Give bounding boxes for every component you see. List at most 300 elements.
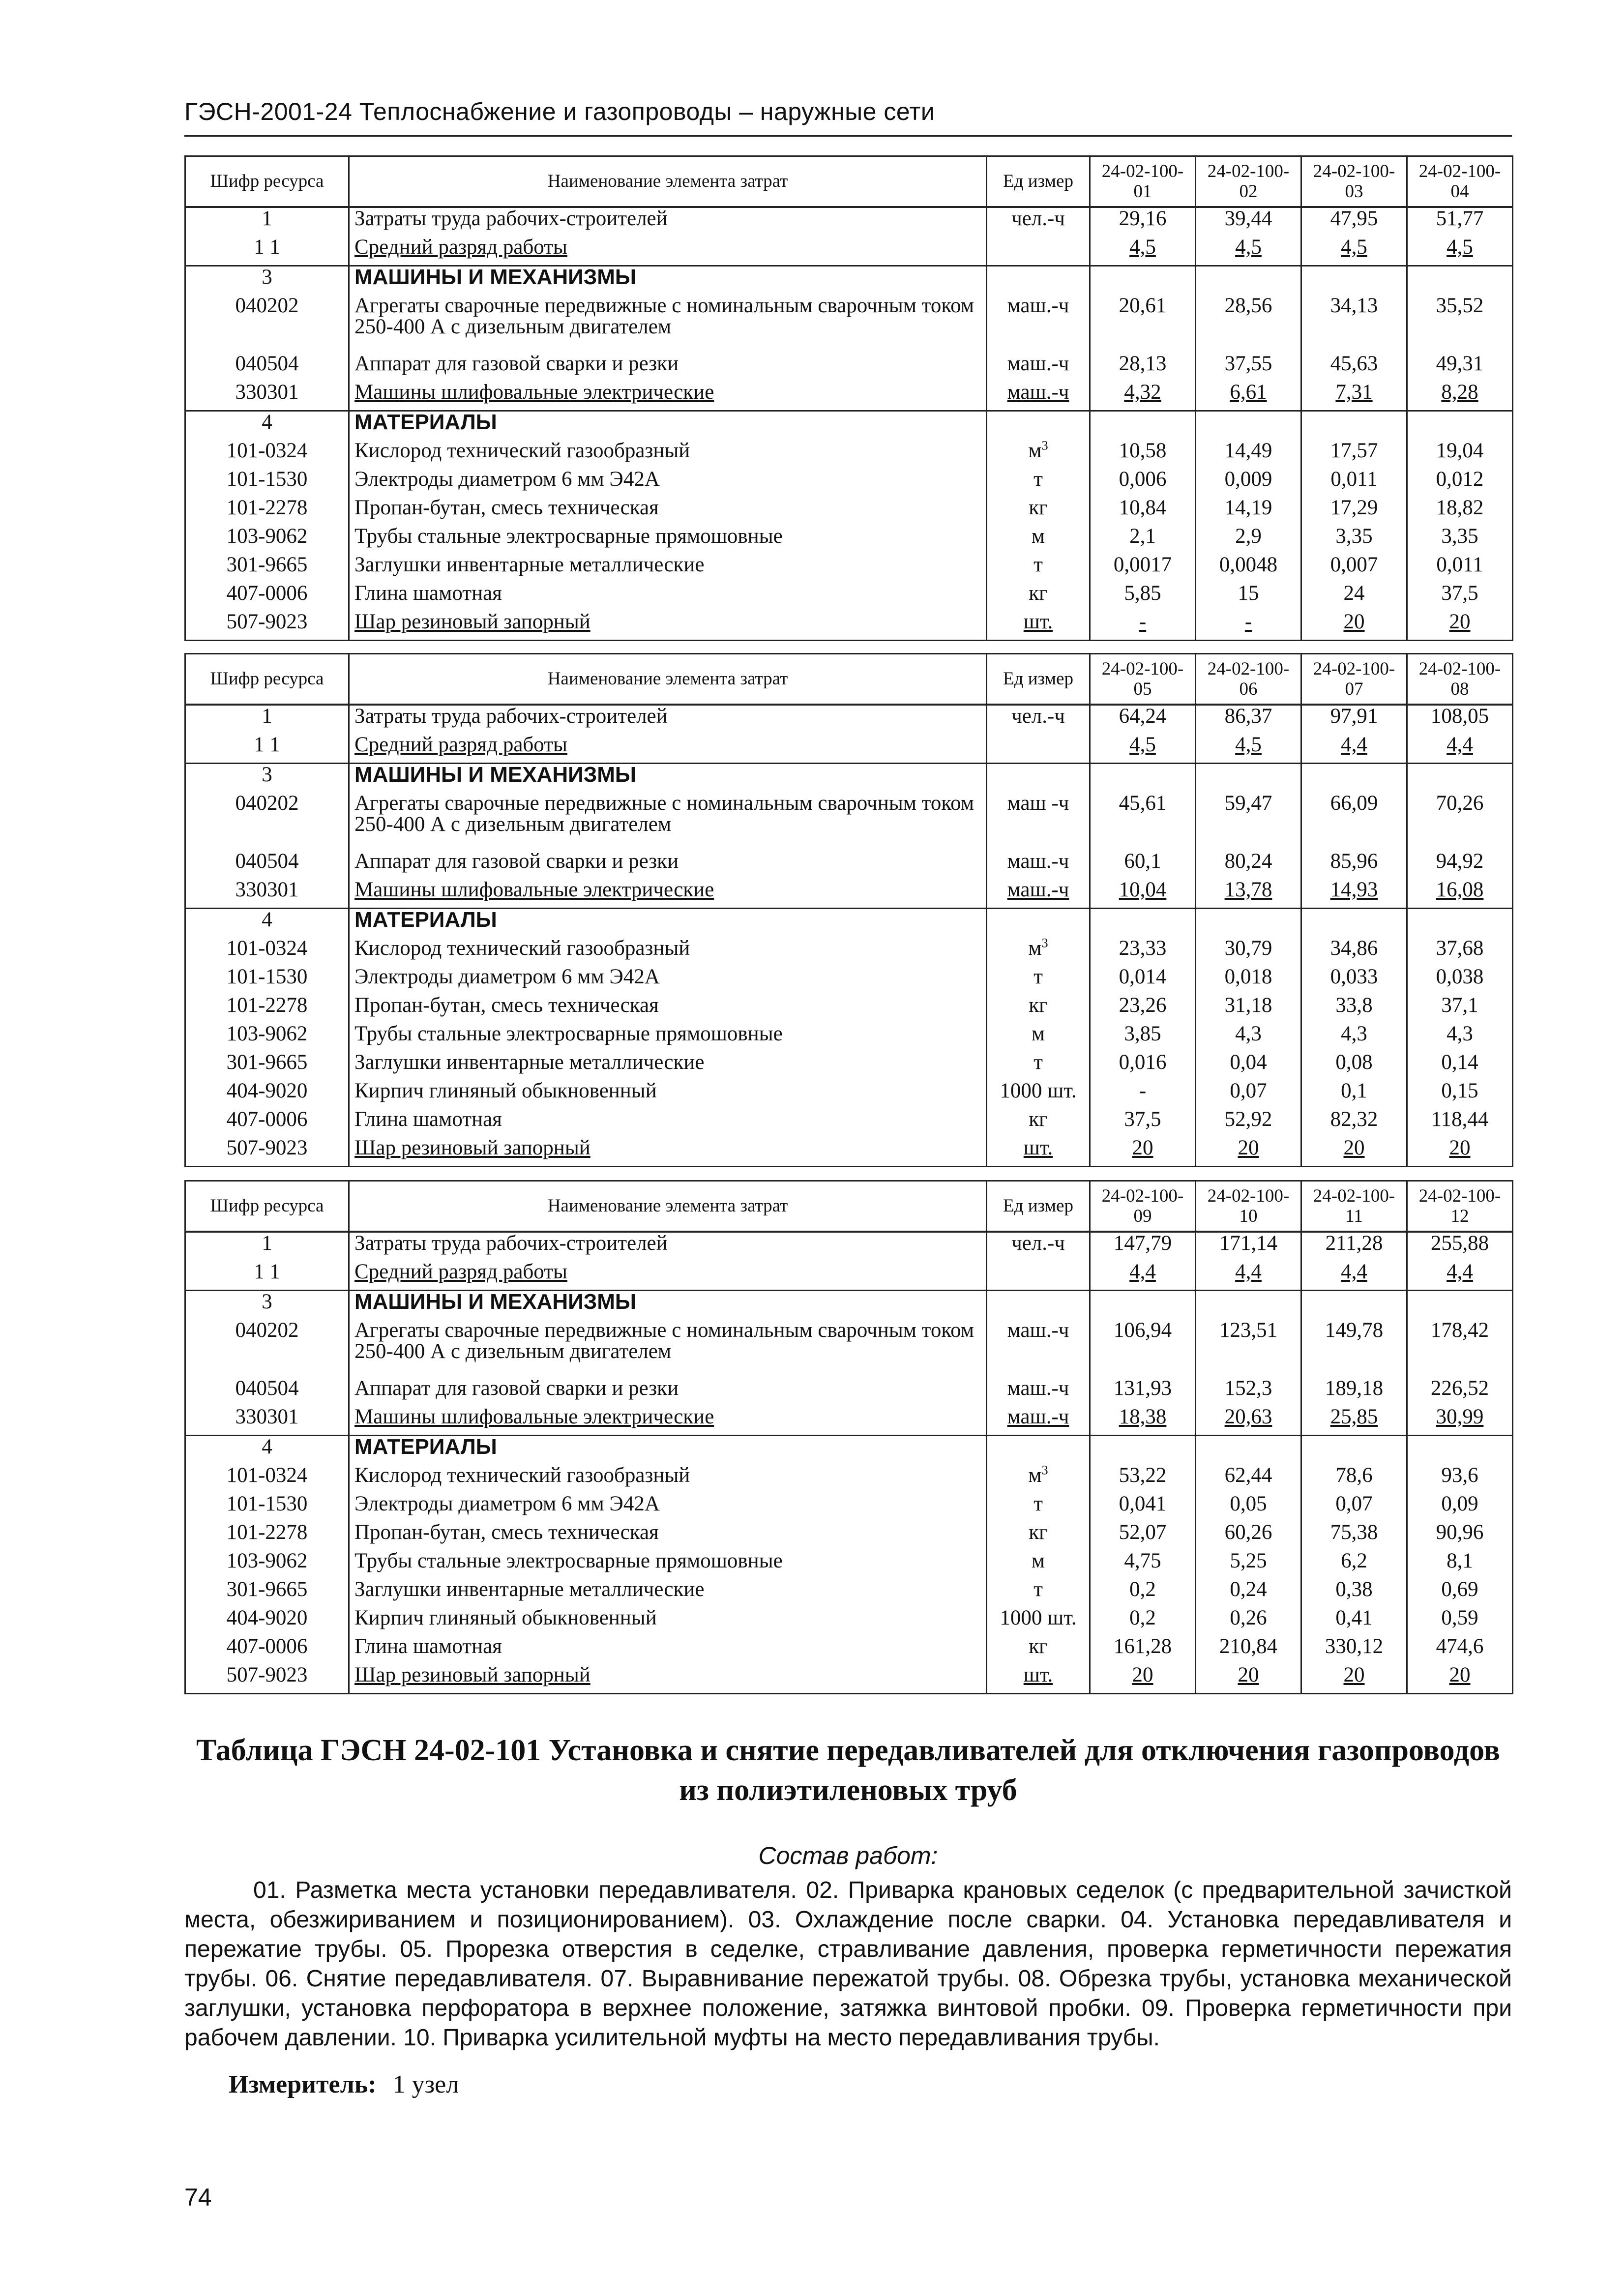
resource-code: 407-0006 bbox=[185, 1636, 349, 1664]
norm-value-3: 3,35 bbox=[1301, 526, 1407, 554]
norm-value-3: 0,38 bbox=[1301, 1579, 1407, 1607]
unit-cell bbox=[987, 353, 1090, 382]
norm-value-3: 0,08 bbox=[1301, 1052, 1407, 1080]
norm-value-4: 4,5 bbox=[1407, 236, 1513, 266]
norm-value-1: 0,006 bbox=[1090, 469, 1196, 497]
norm-value-2: 28,56 bbox=[1196, 295, 1301, 353]
unit-cell bbox=[987, 1109, 1090, 1137]
header-name: Наименование элемента затрат bbox=[349, 156, 987, 207]
resource-code: 301-9665 bbox=[185, 1052, 349, 1080]
cost-item-name: Глина шамотная bbox=[349, 583, 987, 611]
unit-text: чел.-ч bbox=[1011, 207, 1065, 230]
norm-value-2 bbox=[1196, 411, 1301, 441]
resource-code: 1 bbox=[185, 207, 349, 236]
table-row bbox=[185, 734, 1513, 764]
unit-cell bbox=[987, 938, 1090, 966]
norm-value-1 bbox=[1090, 266, 1196, 295]
norm-value-1 bbox=[1090, 909, 1196, 938]
norm-value-2: 62,44 bbox=[1196, 1465, 1301, 1493]
table-row bbox=[185, 1080, 1513, 1109]
norm-value-1: 60,1 bbox=[1090, 851, 1196, 879]
header-norm-2: 24-02-100-06 bbox=[1196, 654, 1301, 705]
norm-value-2: 14,19 bbox=[1196, 497, 1301, 526]
unit-cell bbox=[987, 526, 1090, 554]
table-row bbox=[185, 1664, 1513, 1694]
norm-value-4: 0,15 bbox=[1407, 1080, 1513, 1109]
table-row bbox=[185, 1023, 1513, 1052]
norm-value-3: 34,13 bbox=[1301, 295, 1407, 353]
cost-item-name: Кислород технический газообразный bbox=[349, 938, 987, 966]
resource-code: 103-9062 bbox=[185, 1023, 349, 1052]
cost-item-name: Пропан-бутан, смесь техническая bbox=[349, 497, 987, 526]
unit-text: кг bbox=[1029, 1109, 1048, 1131]
norm-value-4: 0,011 bbox=[1407, 554, 1513, 583]
resource-code: 040504 bbox=[185, 353, 349, 382]
norm-value-4: 0,09 bbox=[1407, 1493, 1513, 1522]
cost-item-name: Шар резиновый запорный bbox=[349, 1137, 987, 1167]
norm-value-2: 4,5 bbox=[1196, 236, 1301, 266]
cost-item-name: Глина шамотная bbox=[349, 1109, 987, 1137]
header-name: Наименование элемента затрат bbox=[349, 654, 987, 705]
norm-value-3 bbox=[1301, 764, 1407, 793]
table-row bbox=[185, 793, 1513, 851]
unit-text: м bbox=[1028, 938, 1042, 960]
norm-value-3: 85,96 bbox=[1301, 851, 1407, 879]
cost-item-name: Машины шлифовальные электрические bbox=[349, 1406, 987, 1436]
unit-cell bbox=[987, 909, 1090, 938]
norm-value-4: 4,4 bbox=[1407, 1261, 1513, 1291]
cost-item-name: Затраты труда рабочих-строителей bbox=[349, 705, 987, 734]
table-row bbox=[185, 1137, 1513, 1167]
norm-value-4 bbox=[1407, 1291, 1513, 1320]
norm-value-4: 0,038 bbox=[1407, 966, 1513, 995]
unit-cell bbox=[987, 236, 1090, 266]
header-norm-1: 24-02-100-01 bbox=[1090, 156, 1196, 207]
norm-value-3: 14,93 bbox=[1301, 879, 1407, 909]
unit-cell bbox=[987, 1550, 1090, 1579]
table-row bbox=[185, 1436, 1513, 1465]
norm-value-1: 4,75 bbox=[1090, 1550, 1196, 1579]
resource-code: 404-9020 bbox=[185, 1080, 349, 1109]
cost-item-name: Заглушки инвентарные металлические bbox=[349, 1579, 987, 1607]
cost-item-name: Аппарат для газовой сварки и резки bbox=[349, 851, 987, 879]
norm-value-2: 123,51 bbox=[1196, 1320, 1301, 1378]
norm-value-1: 20 bbox=[1090, 1137, 1196, 1167]
norm-value-3: 6,2 bbox=[1301, 1550, 1407, 1579]
cost-item-name: Трубы стальные электросварные прямошовные bbox=[349, 1023, 987, 1052]
norm-value-2: 0,26 bbox=[1196, 1607, 1301, 1636]
resource-code: 3 bbox=[185, 764, 349, 793]
norm-value-3: 4,4 bbox=[1301, 1261, 1407, 1291]
unit-text: шт. bbox=[1023, 611, 1053, 633]
cost-item-name: Аппарат для газовой сварки и резки bbox=[349, 353, 987, 382]
norm-value-2: 0,009 bbox=[1196, 469, 1301, 497]
norm-value-4 bbox=[1407, 266, 1513, 295]
table-row bbox=[185, 411, 1513, 441]
table-row bbox=[185, 1550, 1513, 1579]
norm-value-4: 4,3 bbox=[1407, 1023, 1513, 1052]
unit-cell bbox=[987, 266, 1090, 295]
norm-value-4: 70,26 bbox=[1407, 793, 1513, 851]
header-row bbox=[185, 156, 1513, 207]
unit-cell bbox=[987, 1052, 1090, 1080]
norm-value-2 bbox=[1196, 266, 1301, 295]
table-row bbox=[185, 382, 1513, 411]
resource-code: 330301 bbox=[185, 879, 349, 909]
cubic-superscript: 3 bbox=[1041, 938, 1048, 950]
table-row bbox=[185, 1378, 1513, 1406]
header-norm-1: 24-02-100-09 bbox=[1090, 1181, 1196, 1232]
cost-item-name: Электроды диаметром 6 мм Э42А bbox=[349, 966, 987, 995]
norm-value-4: 37,1 bbox=[1407, 995, 1513, 1023]
norm-value-4: 93,6 bbox=[1407, 1465, 1513, 1493]
resource-code: 040202 bbox=[185, 1320, 349, 1378]
unit-text: чел.-ч bbox=[1011, 705, 1065, 728]
norm-value-4: 108,05 bbox=[1407, 705, 1513, 734]
norm-value-2: 2,9 bbox=[1196, 526, 1301, 554]
unit-cell bbox=[987, 1080, 1090, 1109]
unit-cell bbox=[987, 382, 1090, 411]
norm-value-4: 8,28 bbox=[1407, 382, 1513, 411]
table-row bbox=[185, 1291, 1513, 1320]
resource-code: 407-0006 bbox=[185, 1109, 349, 1137]
table-row bbox=[185, 1052, 1513, 1080]
norm-value-4: 8,1 bbox=[1407, 1550, 1513, 1579]
header-norm-4: 24-02-100-08 bbox=[1407, 654, 1513, 705]
norm-value-2: 20 bbox=[1196, 1137, 1301, 1167]
norm-value-4: 4,4 bbox=[1407, 734, 1513, 764]
cost-item-name: Пропан-бутан, смесь техническая bbox=[349, 995, 987, 1023]
unit-cell bbox=[987, 793, 1090, 851]
norm-value-3 bbox=[1301, 411, 1407, 441]
norm-value-1: 0,041 bbox=[1090, 1493, 1196, 1522]
unit-cell bbox=[987, 764, 1090, 793]
norm-value-2: 80,24 bbox=[1196, 851, 1301, 879]
resource-code: 301-9665 bbox=[185, 554, 349, 583]
resource-code: 404-9020 bbox=[185, 1607, 349, 1636]
norm-value-3: 0,033 bbox=[1301, 966, 1407, 995]
norm-value-4 bbox=[1407, 909, 1513, 938]
header-unit: Ед измер bbox=[987, 654, 1090, 705]
norm-value-3: 45,63 bbox=[1301, 353, 1407, 382]
unit-text: кг bbox=[1029, 1636, 1048, 1658]
resource-code: 330301 bbox=[185, 382, 349, 411]
resource-code: 3 bbox=[185, 266, 349, 295]
cost-item-name: Шар резиновый запорный bbox=[349, 611, 987, 641]
unit-text: т bbox=[1033, 1052, 1043, 1074]
table-row bbox=[185, 497, 1513, 526]
unit-cell bbox=[987, 1493, 1090, 1522]
norm-value-1 bbox=[1090, 1436, 1196, 1465]
norm-value-2: 0,0048 bbox=[1196, 554, 1301, 583]
table-row bbox=[185, 1522, 1513, 1550]
norm-value-3: 330,12 bbox=[1301, 1636, 1407, 1664]
norm-value-1 bbox=[1090, 411, 1196, 441]
measure-line bbox=[229, 2070, 459, 2099]
resource-code: 1 1 bbox=[185, 734, 349, 764]
unit-cell bbox=[987, 497, 1090, 526]
resource-code: 101-1530 bbox=[185, 469, 349, 497]
cost-item-name: Средний разряд работы bbox=[349, 1261, 987, 1291]
norm-value-1: 23,26 bbox=[1090, 995, 1196, 1023]
norm-value-1: 45,61 bbox=[1090, 793, 1196, 851]
cost-item-name: МАТЕРИАЛЫ bbox=[349, 411, 987, 441]
resource-code: 507-9023 bbox=[185, 1664, 349, 1694]
resource-code: 040202 bbox=[185, 295, 349, 353]
table-row bbox=[185, 966, 1513, 995]
unit-cell bbox=[987, 207, 1090, 236]
norm-table-3 bbox=[184, 1180, 1513, 1694]
unit-cell bbox=[987, 411, 1090, 441]
cost-item-name: Агрегаты сварочные передвижные с номинальным сварочным током 250-400 А с дизельным двигателем bbox=[349, 793, 987, 851]
cost-item-name: Электроды диаметром 6 мм Э42А bbox=[349, 1493, 987, 1522]
norm-value-2: 60,26 bbox=[1196, 1522, 1301, 1550]
unit-text: т bbox=[1033, 966, 1043, 988]
norm-value-2: - bbox=[1196, 611, 1301, 641]
norm-value-2: 210,84 bbox=[1196, 1636, 1301, 1664]
norm-value-1: 4,4 bbox=[1090, 1261, 1196, 1291]
norm-value-1: 0,0017 bbox=[1090, 554, 1196, 583]
norm-value-2: 4,3 bbox=[1196, 1023, 1301, 1052]
norm-value-1: 4,5 bbox=[1090, 236, 1196, 266]
norm-value-2: 4,4 bbox=[1196, 1261, 1301, 1291]
header-norm-3: 24-02-100-07 bbox=[1301, 654, 1407, 705]
norm-value-1: 161,28 bbox=[1090, 1636, 1196, 1664]
table-row bbox=[185, 526, 1513, 554]
unit-cell bbox=[987, 879, 1090, 909]
cost-item-name: Шар резиновый запорный bbox=[349, 1664, 987, 1694]
norm-value-4: 178,42 bbox=[1407, 1320, 1513, 1378]
norm-value-3: 34,86 bbox=[1301, 938, 1407, 966]
table-row bbox=[185, 851, 1513, 879]
norm-value-2: 0,018 bbox=[1196, 966, 1301, 995]
unit-text: маш.-ч bbox=[1007, 1378, 1069, 1400]
norm-value-2: 31,18 bbox=[1196, 995, 1301, 1023]
table-row bbox=[185, 764, 1513, 793]
unit-cell bbox=[987, 1607, 1090, 1636]
resource-code: 4 bbox=[185, 411, 349, 441]
unit-text: м bbox=[1031, 1023, 1045, 1045]
cost-item-name: Аппарат для газовой сварки и резки bbox=[349, 1378, 987, 1406]
norm-value-2: 52,92 bbox=[1196, 1109, 1301, 1137]
table-row bbox=[185, 1579, 1513, 1607]
cost-item-name: Пропан-бутан, смесь техническая bbox=[349, 1522, 987, 1550]
cost-item-name: Машины шлифовальные электрические bbox=[349, 382, 987, 411]
resource-code: 101-0324 bbox=[185, 440, 349, 469]
cost-item-name: Трубы стальные электросварные прямошовные bbox=[349, 526, 987, 554]
norm-value-4: 226,52 bbox=[1407, 1378, 1513, 1406]
norm-value-2: 20,63 bbox=[1196, 1406, 1301, 1436]
unit-cell bbox=[987, 1291, 1090, 1320]
norm-value-2: 171,14 bbox=[1196, 1232, 1301, 1261]
unit-text: м bbox=[1028, 440, 1042, 462]
norm-value-3 bbox=[1301, 266, 1407, 295]
norm-value-4: 0,59 bbox=[1407, 1607, 1513, 1636]
norm-value-2: 0,24 bbox=[1196, 1579, 1301, 1607]
header-norm-4: 24-02-100-12 bbox=[1407, 1181, 1513, 1232]
table-row bbox=[185, 583, 1513, 611]
norm-value-4: 474,6 bbox=[1407, 1636, 1513, 1664]
norm-value-1: 64,24 bbox=[1090, 705, 1196, 734]
norm-value-3: 17,57 bbox=[1301, 440, 1407, 469]
norm-value-4: 118,44 bbox=[1407, 1109, 1513, 1137]
table-row bbox=[185, 236, 1513, 266]
norm-value-4: 49,31 bbox=[1407, 353, 1513, 382]
norm-value-2 bbox=[1196, 1436, 1301, 1465]
unit-cell bbox=[987, 1579, 1090, 1607]
cost-item-name: Затраты труда рабочих-строителей bbox=[349, 207, 987, 236]
table-row bbox=[185, 1320, 1513, 1378]
norm-value-1 bbox=[1090, 1291, 1196, 1320]
norm-value-1: 4,5 bbox=[1090, 734, 1196, 764]
norm-value-1: 147,79 bbox=[1090, 1232, 1196, 1261]
unit-text: 1000 шт. bbox=[1000, 1080, 1077, 1102]
table-row bbox=[185, 266, 1513, 295]
norm-value-1: 0,014 bbox=[1090, 966, 1196, 995]
resource-code: 1 bbox=[185, 705, 349, 734]
norm-value-2: 39,44 bbox=[1196, 207, 1301, 236]
table-row bbox=[185, 440, 1513, 469]
cubic-superscript: 3 bbox=[1041, 440, 1048, 453]
norm-value-4: 16,08 bbox=[1407, 879, 1513, 909]
cubic-superscript: 3 bbox=[1041, 1465, 1048, 1477]
norm-value-1: 4,32 bbox=[1090, 382, 1196, 411]
cost-item-name: Кирпич глиняный обыкновенный bbox=[349, 1607, 987, 1636]
unit-text: т bbox=[1033, 1579, 1043, 1601]
unit-cell bbox=[987, 966, 1090, 995]
unit-text: т bbox=[1033, 1493, 1043, 1515]
unit-text: кг bbox=[1029, 995, 1048, 1017]
resource-code: 407-0006 bbox=[185, 583, 349, 611]
norm-value-2: 0,07 bbox=[1196, 1080, 1301, 1109]
norm-value-3: 149,78 bbox=[1301, 1320, 1407, 1378]
resource-code: 101-2278 bbox=[185, 497, 349, 526]
norm-value-1: 0,2 bbox=[1090, 1607, 1196, 1636]
resource-code: 101-2278 bbox=[185, 1522, 349, 1550]
header-norm-3: 24-02-100-03 bbox=[1301, 156, 1407, 207]
cost-item-name: Средний разряд работы bbox=[349, 236, 987, 266]
norm-value-4 bbox=[1407, 1436, 1513, 1465]
norm-value-1: 0,2 bbox=[1090, 1579, 1196, 1607]
cost-item-name: Средний разряд работы bbox=[349, 734, 987, 764]
header-code: Шифр ресурса bbox=[185, 654, 349, 705]
table-row bbox=[185, 1493, 1513, 1522]
resource-code: 103-9062 bbox=[185, 526, 349, 554]
unit-text: маш.-ч bbox=[1007, 879, 1069, 901]
resource-code: 1 1 bbox=[185, 1261, 349, 1291]
unit-cell bbox=[987, 469, 1090, 497]
unit-text: маш.-ч bbox=[1007, 382, 1069, 404]
norm-value-2: 0,05 bbox=[1196, 1493, 1301, 1522]
norm-value-4: 20 bbox=[1407, 1664, 1513, 1694]
unit-text: м bbox=[1031, 1550, 1045, 1572]
page-number: 74 bbox=[184, 2184, 212, 2211]
resource-code: 1 1 bbox=[185, 236, 349, 266]
norm-value-4: 37,5 bbox=[1407, 583, 1513, 611]
norm-value-3: 33,8 bbox=[1301, 995, 1407, 1023]
norm-value-1: - bbox=[1090, 611, 1196, 641]
unit-text: м bbox=[1031, 526, 1045, 548]
cost-item-name: Заглушки инвентарные металлические bbox=[349, 554, 987, 583]
norm-value-4 bbox=[1407, 411, 1513, 441]
norm-value-1 bbox=[1090, 764, 1196, 793]
cost-item-name: МАШИНЫ И МЕХАНИЗМЫ bbox=[349, 764, 987, 793]
norm-value-3: 47,95 bbox=[1301, 207, 1407, 236]
norm-value-4: 37,68 bbox=[1407, 938, 1513, 966]
norm-value-2: 5,25 bbox=[1196, 1550, 1301, 1579]
table-row bbox=[185, 879, 1513, 909]
table-row bbox=[185, 1261, 1513, 1291]
resource-code: 101-1530 bbox=[185, 966, 349, 995]
norm-value-4: 35,52 bbox=[1407, 295, 1513, 353]
resource-code: 040202 bbox=[185, 793, 349, 851]
unit-text: маш.-ч bbox=[1007, 353, 1069, 375]
norm-value-4: 3,35 bbox=[1407, 526, 1513, 554]
norm-value-2 bbox=[1196, 764, 1301, 793]
norm-value-3: 20 bbox=[1301, 1664, 1407, 1694]
unit-cell bbox=[987, 440, 1090, 469]
unit-text: т bbox=[1033, 469, 1043, 491]
cost-item-name: Агрегаты сварочные передвижные с номинальным сварочным током 250-400 А с дизельным двигателем bbox=[349, 1320, 987, 1378]
norm-value-1: 28,13 bbox=[1090, 353, 1196, 382]
unit-cell bbox=[987, 1636, 1090, 1664]
unit-cell bbox=[987, 1023, 1090, 1052]
norm-value-1: 20 bbox=[1090, 1664, 1196, 1694]
resource-code: 040504 bbox=[185, 1378, 349, 1406]
norm-value-1: 5,85 bbox=[1090, 583, 1196, 611]
unit-text: маш.-ч bbox=[1007, 1406, 1069, 1428]
norm-value-4: 90,96 bbox=[1407, 1522, 1513, 1550]
norm-value-3: 211,28 bbox=[1301, 1232, 1407, 1261]
norm-value-1: 10,04 bbox=[1090, 879, 1196, 909]
unit-cell bbox=[987, 1261, 1090, 1291]
norm-value-3: 189,18 bbox=[1301, 1378, 1407, 1406]
norm-value-2: 15 bbox=[1196, 583, 1301, 611]
table-row bbox=[185, 938, 1513, 966]
table-row bbox=[185, 1465, 1513, 1493]
unit-text: кг bbox=[1029, 1522, 1048, 1544]
norm-value-2 bbox=[1196, 909, 1301, 938]
unit-cell bbox=[987, 1522, 1090, 1550]
unit-cell bbox=[987, 734, 1090, 764]
table-row bbox=[185, 1607, 1513, 1636]
norm-value-2: 37,55 bbox=[1196, 353, 1301, 382]
measure-label: Измеритель: bbox=[229, 2070, 377, 2098]
table-row bbox=[185, 1406, 1513, 1436]
table-row bbox=[185, 1109, 1513, 1137]
cost-item-name: Агрегаты сварочные передвижные с номинальным сварочным током 250-400 А с дизельным двигателем bbox=[349, 295, 987, 353]
cost-item-name: Заглушки инвентарные металлические bbox=[349, 1052, 987, 1080]
cost-item-name: Трубы стальные электросварные прямошовные bbox=[349, 1550, 987, 1579]
resource-code: 1 bbox=[185, 1232, 349, 1261]
norm-table-1 bbox=[184, 155, 1513, 641]
cost-item-name: Электроды диаметром 6 мм Э42А bbox=[349, 469, 987, 497]
resource-code: 4 bbox=[185, 909, 349, 938]
resource-code: 301-9665 bbox=[185, 1579, 349, 1607]
unit-cell bbox=[987, 554, 1090, 583]
norm-value-1: 29,16 bbox=[1090, 207, 1196, 236]
section-title: Таблица ГЭСН 24-02-101 Установка и снятие передавливателей для отключения газопроводов из полиэтиленовых труб bbox=[196, 1734, 1501, 1807]
resource-code: 040504 bbox=[185, 851, 349, 879]
resource-code: 101-1530 bbox=[185, 1493, 349, 1522]
header-code: Шифр ресурса bbox=[185, 1181, 349, 1232]
unit-cell bbox=[987, 995, 1090, 1023]
norm-value-4: 30,99 bbox=[1407, 1406, 1513, 1436]
norm-value-1: - bbox=[1090, 1080, 1196, 1109]
norm-value-2: 0,04 bbox=[1196, 1052, 1301, 1080]
unit-cell bbox=[987, 1436, 1090, 1465]
header-code: Шифр ресурса bbox=[185, 156, 349, 207]
